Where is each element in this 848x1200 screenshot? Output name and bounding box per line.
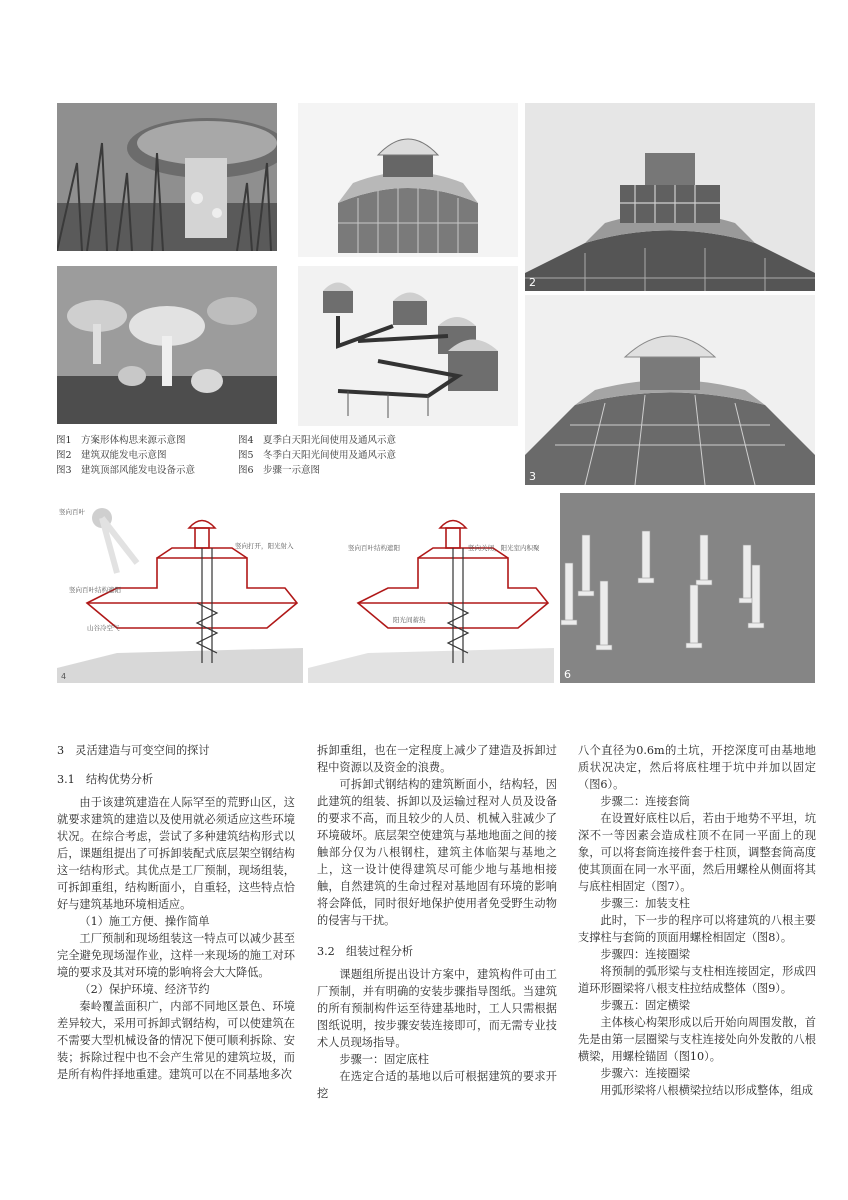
paragraph: 课题组所提出设计方案中，建筑构件可由工厂预制，并有明确的安装步骤指导图纸。当建筑的所有预制构件运至待建基地时，工人只需根据图纸说明，按步骤安装连接即可，而无需专业技术人员现场指导。 <box>317 968 557 1049</box>
annotation-fig5-bottom: 阳光间蓄热 <box>393 616 426 624</box>
annotation-fig4-right: 竖向打开，阳光射入 <box>235 542 294 550</box>
mushroom-photo-1 <box>57 103 277 251</box>
dome-cluster-render <box>298 266 518 426</box>
mushroom-photo-2 <box>57 266 277 424</box>
caption-fig6: 图6 步骤一示意图 <box>238 465 321 476</box>
paragraph: 在设置好底柱以后，若由于地势不平坦，坑深不一等因素会造成柱顶不在同一平面上的现象，可以将套筒连接件套于柱顶，调整套筒高度使其顶面在同一水平面，然后用螺栓从侧面将其与底柱相固定（图7）。 <box>578 812 816 893</box>
text-column-1 <box>57 742 295 1083</box>
figure-2-image <box>525 103 815 291</box>
step-2-title: 步骤二：连接套筒 <box>600 795 690 808</box>
annotation-fig4-bottom: 山谷冷空气 <box>87 624 120 632</box>
dome-render-photo <box>298 103 518 257</box>
paragraph: 在选定合适的基地以后可根据建筑的要求开挖 <box>317 1070 557 1100</box>
section-3-2-heading: 3.2 组装过程分析 <box>317 945 414 958</box>
annotation-fig5-right: 竖向关闭，阳光室内积聚 <box>468 544 540 552</box>
caption-fig5: 图5 冬季白天阳光间使用及通风示意 <box>238 450 397 461</box>
list-item-2: （2）保护环境、经济节约 <box>79 983 210 996</box>
paragraph: 由于该建筑建造在人际罕至的荒野山区，这就要求建筑的建造以及使用就必须适应这些环境状况。在综合考虑，尝试了多种建筑结构形式以后，课题组提出了可拆卸装配式底层架空钢结构这一结构形式。其优点是工厂预制，现场组装，可拆卸重组，结构断面小，自重轻，这些特点恰好与建筑基地环境相适应。 <box>57 796 295 911</box>
text-column-3 <box>578 742 816 1099</box>
list-item-1: （1）施工方便、操作简单 <box>79 915 210 928</box>
section-3-heading: 3 灵活建造与可变空间的探讨 <box>57 744 210 757</box>
figure-3-image <box>525 295 815 485</box>
step-3-title: 步骤三：加装支柱 <box>600 897 690 910</box>
section-3-1-heading: 3.1 结构优势分析 <box>57 773 154 786</box>
paragraph: 八个直径为0.6m的土坑，开挖深度可由基地地质状况决定，然后将底柱埋于坑中并加以固定（图6）。 <box>578 744 816 791</box>
caption-fig3: 图3 建筑顶部风能发电设备示意 <box>56 465 196 476</box>
paragraph: 拆卸重组，也在一定程度上减少了建造及拆卸过程中资源以及资金的浪费。 <box>317 744 557 774</box>
caption-fig2: 图2 建筑双能发电示意图 <box>56 450 167 461</box>
figure-number-3: 3 <box>529 470 536 483</box>
figure-6-image <box>560 493 815 683</box>
figure-5-section-diagram <box>308 493 554 683</box>
figure-number-6: 6 <box>564 668 571 681</box>
annotation-fig5-left: 竖向百叶结构遮阳 <box>348 544 400 552</box>
paragraph: 用弧形梁将八根横梁拉结以形成整体，组成 <box>600 1084 813 1097</box>
paragraph: 主体核心构架形成以后开始向周围发散，首先是由第一层圈梁与支柱连接处向外发散的八根横梁，用螺栓锚固（图10）。 <box>578 1016 816 1063</box>
step-6-title: 步骤六：连接圈梁 <box>600 1067 690 1080</box>
step-1-title: 步骤一：固定底柱 <box>339 1053 429 1066</box>
annotation-fig4-left-top: 竖向百叶 <box>59 508 85 516</box>
paragraph: 工厂预制和现场组装这一特点可以减少甚至完全避免现场湿作业，这样一来现场的施工对环境的要求及其对环境的影响将会大大降低。 <box>57 932 295 979</box>
caption-fig1: 图1 方案形体构思来源示意图 <box>56 435 186 446</box>
caption-fig4: 图4 夏季白天阳光间使用及通风示意 <box>238 435 397 446</box>
figure-number-4: 4 <box>61 672 67 681</box>
step-5-title: 步骤五：固定横梁 <box>600 999 690 1012</box>
step-4-title: 步骤四：连接圈梁 <box>600 948 690 961</box>
paragraph: 将预制的弧形梁与支柱相连接固定，形成四道环形圈梁将八根支柱拉结成整体（图9）。 <box>578 965 816 995</box>
paragraph: 秦岭覆盖面积广，内部不同地区景色、环境差异较大，采用可拆卸式钢结构，可以使建筑在不需要大型机械设备的情况下便可顺利拆除、安装；拆除过程中也不会产生常见的建筑垃圾，而是所有构件择地重建。建筑可以在不同基地多次 <box>57 1000 295 1081</box>
figure-4-section-diagram <box>57 493 303 683</box>
paragraph: 此时，下一步的程序可以将建筑的八根主要支撑柱与套筒的顶面用螺栓相固定（图8）。 <box>578 914 816 944</box>
figure-number-2: 2 <box>529 276 536 289</box>
text-column-2 <box>317 742 557 1102</box>
paragraph: 可拆卸式钢结构的建筑断面小，结构轻，因此建筑的组装、拆卸以及运输过程对人员及设备的要求不高，而且较少的人员、机械入驻减少了环境破坏。底层架空使建筑与基地地面之间的接触部分仅为八根钢柱，建筑主体临架与基地之上，这一设计使得建筑尽可能少地与基地相接触，自然建筑的生命过程对基地固有环境的影响将会降低，同时很好地保护使用者免受野生动物的侵害与干扰。 <box>317 778 557 927</box>
annotation-fig4-left: 竖向百叶结构遮阳 <box>69 586 121 594</box>
